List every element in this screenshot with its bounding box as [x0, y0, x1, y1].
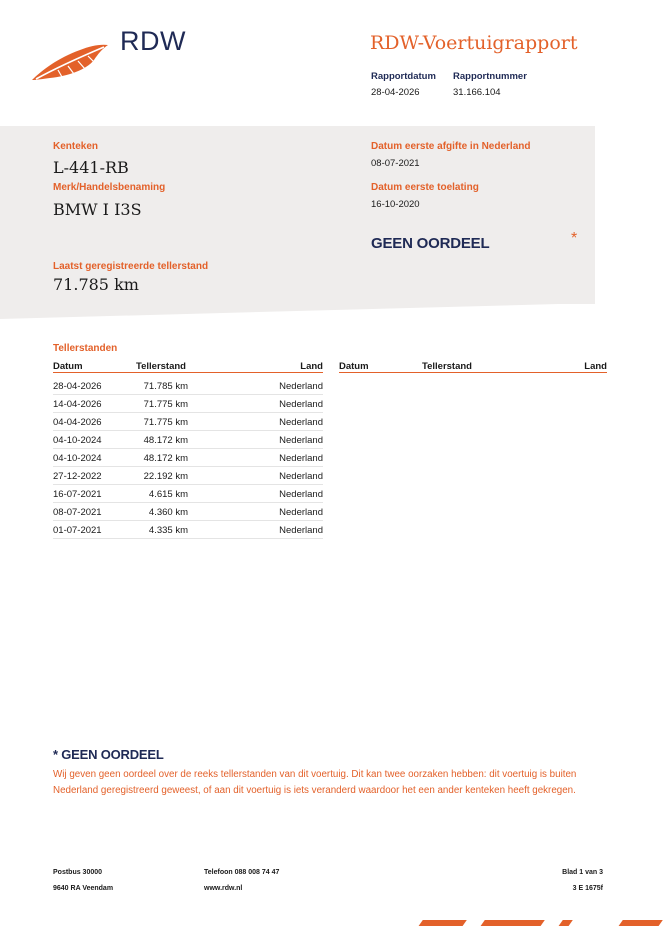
row-date: 08-07-2021 — [53, 507, 102, 518]
row-country: Nederland — [279, 525, 323, 536]
plate-value: L-441-RB — [53, 158, 129, 177]
row-odometer: 71.785 km — [143, 381, 188, 392]
report-number-value: 31.166.104 — [453, 87, 501, 98]
first-admission-value: 16-10-2020 — [371, 199, 420, 210]
table-row — [53, 467, 323, 485]
row-country: Nederland — [279, 435, 323, 446]
row-odometer: 22.192 km — [143, 471, 188, 482]
first-admission-label: Datum eerste toelating — [371, 182, 479, 193]
row-country: Nederland — [279, 507, 323, 518]
row-date: 04-10-2024 — [53, 435, 102, 446]
odometer-value: 71.785 km — [53, 275, 139, 294]
col-header-date-2: Datum — [339, 361, 369, 372]
report-title: RDW-Voertuigrapport — [370, 32, 578, 54]
footer-stripe — [417, 920, 467, 926]
row-country: Nederland — [279, 417, 323, 428]
col-header-country: Land — [300, 361, 323, 372]
footer-stripe — [557, 920, 573, 926]
row-date: 16-07-2021 — [53, 489, 102, 500]
table-row — [53, 521, 323, 539]
row-odometer: 48.172 km — [143, 435, 188, 446]
rdw-feather-logo-icon — [28, 40, 110, 84]
footer-stripe — [617, 920, 663, 926]
table-row — [53, 485, 323, 503]
col-header-country-2: Land — [584, 361, 607, 372]
row-country: Nederland — [279, 453, 323, 464]
odometer-label: Laatst geregistreerde tellerstand — [53, 261, 209, 272]
panel-decoration — [0, 303, 595, 319]
verdict-text: GEEN OORDEEL — [371, 235, 490, 252]
odometer-section-title: Tellerstanden — [53, 343, 118, 354]
row-country: Nederland — [279, 399, 323, 410]
make-label: Merk/Handelsbenaming — [53, 182, 166, 193]
report-number-label: Rapportnummer — [453, 71, 527, 82]
table-row — [53, 413, 323, 431]
brand-name: RDW — [120, 26, 186, 56]
row-date: 04-04-2026 — [53, 417, 102, 428]
row-odometer: 71.775 km — [143, 417, 188, 428]
table-row — [53, 395, 323, 413]
footer-postbus: Postbus 30000 — [53, 869, 103, 876]
footnote-text: Wij geven geen oordeel over de reeks tellerstanden van dit voertuig. Dit kan twee oorzaken hebben: dit voertuig is buiten Nederland geregistreerd geweest, of aan dit voertuig is iets veranderd waardoor het een ander kenteken heeft gekregen. — [53, 769, 577, 796]
report-date-value: 28-04-2026 — [371, 87, 420, 98]
row-odometer: 71.775 km — [143, 399, 188, 410]
footer-phone: Telefoon 088 008 74 47 — [204, 869, 280, 876]
table-row — [53, 449, 323, 467]
footer-stripe — [479, 920, 545, 926]
row-date: 01-07-2021 — [53, 525, 102, 536]
col-header-odometer: Tellerstand — [136, 361, 186, 372]
table-header-rule — [53, 372, 323, 373]
row-odometer: 48.172 km — [143, 453, 188, 464]
row-country: Nederland — [279, 471, 323, 482]
row-country: Nederland — [279, 381, 323, 392]
first-nl-label: Datum eerste afgifte in Nederland — [371, 141, 531, 152]
footer-doc-code: 3 E 1675f — [572, 885, 603, 892]
row-date: 28-04-2026 — [53, 381, 102, 392]
table-row — [53, 503, 323, 521]
row-odometer: 4.335 km — [148, 525, 188, 536]
footer-address: 9640 RA Veendam — [53, 885, 114, 892]
plate-label: Kenteken — [53, 141, 99, 152]
col-header-odometer-2: Tellerstand — [422, 361, 472, 372]
row-date: 04-10-2024 — [53, 453, 102, 464]
row-country: Nederland — [279, 489, 323, 500]
row-odometer: 4.360 km — [148, 507, 188, 518]
col-header-date: Datum — [53, 361, 83, 372]
footnote-title: * GEEN OORDEEL — [53, 747, 164, 762]
make-value: BMW I I3S — [53, 200, 142, 219]
table-header-rule-2 — [339, 372, 607, 373]
footer-page-number: Blad 1 van 3 — [562, 869, 603, 876]
row-date: 14-04-2026 — [53, 399, 102, 410]
table-row — [53, 431, 323, 449]
row-odometer: 4.615 km — [148, 489, 188, 500]
footer-website: www.rdw.nl — [204, 885, 243, 892]
report-date-label: Rapportdatum — [371, 71, 436, 82]
table-row — [53, 377, 323, 395]
row-date: 27-12-2022 — [53, 471, 102, 482]
verdict-asterisk: * — [571, 230, 578, 247]
first-nl-value: 08-07-2021 — [371, 158, 420, 169]
